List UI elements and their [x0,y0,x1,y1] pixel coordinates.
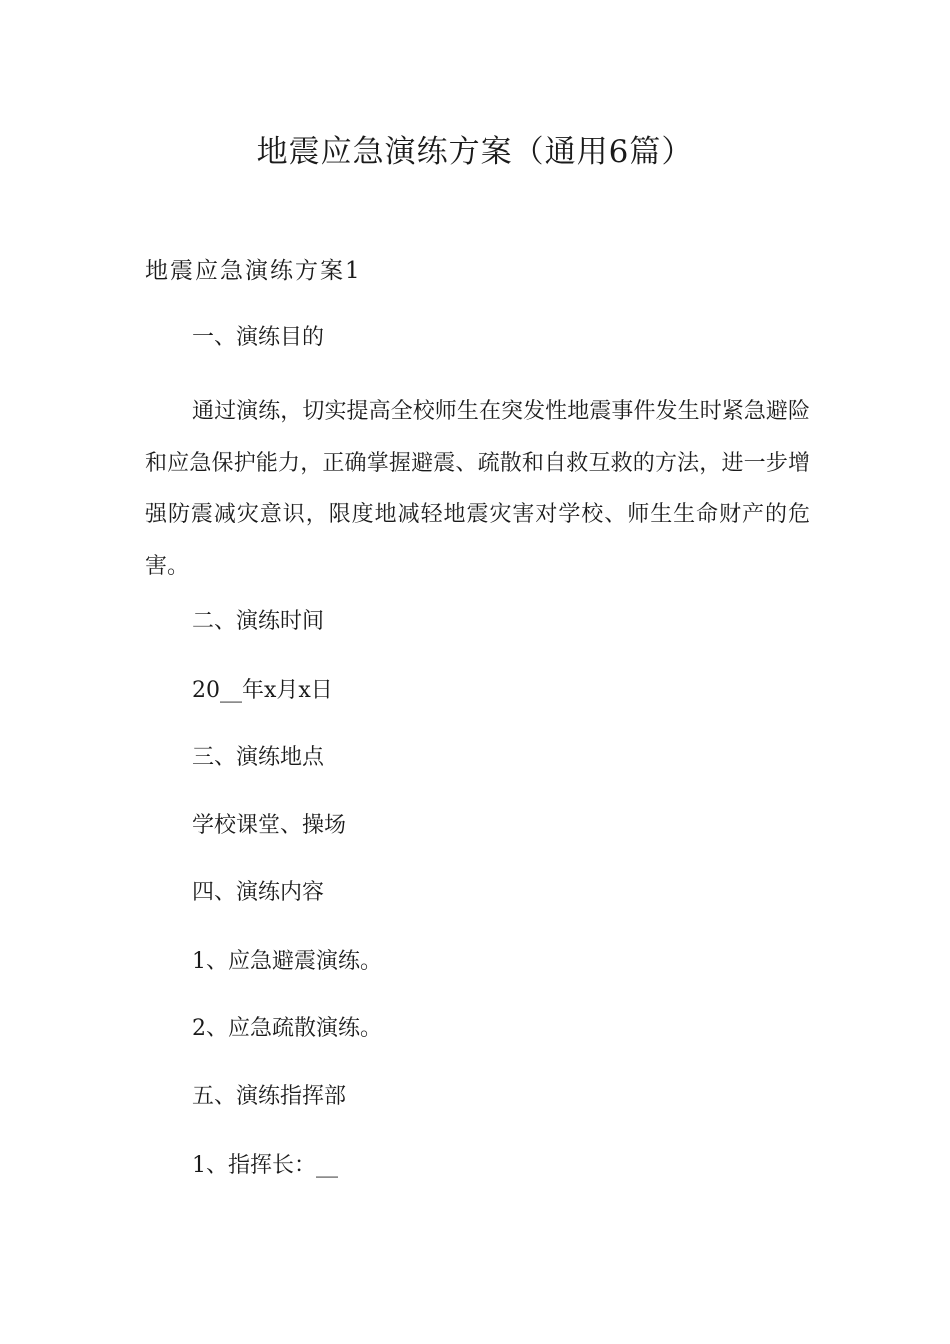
heading-command: 五、演练指挥部 [192,1084,347,1109]
drill-date: 20__年x月x日 [192,678,333,703]
heading-purpose: 一、演练目的 [192,325,325,350]
document-title: 地震应急演练方案（通用6篇） [256,134,694,170]
heading-location: 三、演练地点 [192,745,325,770]
purpose-paragraph: 通过演练，切实提高全校师生在突发性地震事件发生时紧急避险和应急保护能力，正确掌握避震、疏散和自救互救的方法，进一步增强防震减灾意识，限度地减轻地震灾害对学校、师生生命财产的危害。 [145,399,810,579]
heading-content: 四、演练内容 [192,880,325,905]
section-heading: 地震应急演练方案1 [145,258,362,284]
content-item-1: 1、应急避震演练。 [192,949,382,974]
drill-location: 学校课堂、操场 [192,813,347,838]
commander-line: 1、指挥长：__ [192,1153,338,1178]
heading-time: 二、演练时间 [192,609,325,634]
content-item-2: 2、应急疏散演练。 [192,1016,382,1041]
